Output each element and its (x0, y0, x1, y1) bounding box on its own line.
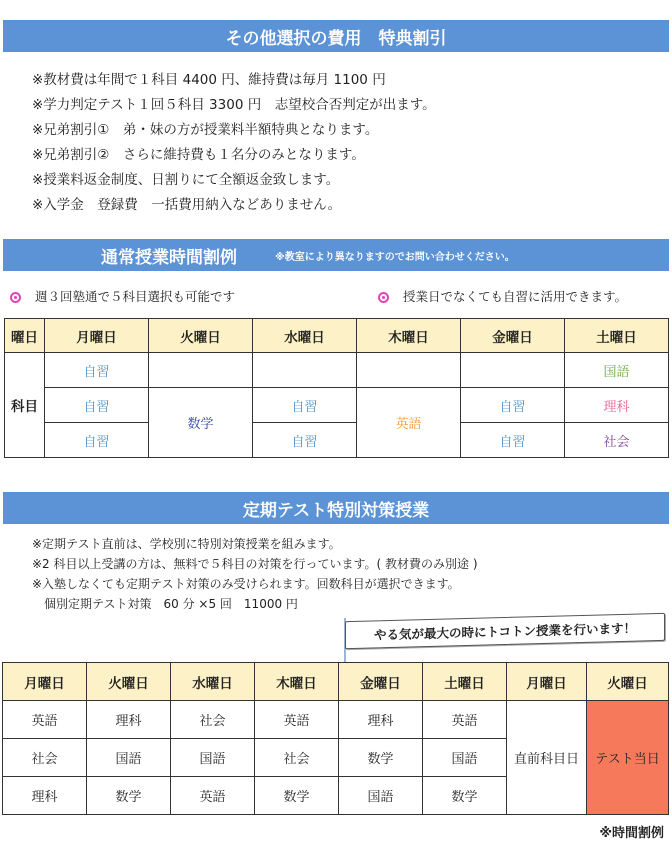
cost-note: ※兄弟割引② さらに維持費も１名分のみとなります。 (32, 147, 365, 163)
subject-cell: 社会 (565, 423, 669, 458)
section-test-prep-header (3, 492, 669, 524)
subject-cell: 国語 (565, 353, 669, 388)
day-header: 火曜日 (87, 663, 171, 701)
subject-cell: 国語 (423, 739, 507, 777)
empty-cell (357, 353, 461, 388)
subject-cell: 数学 (149, 388, 253, 458)
test-prep-note: ※入塾しなくても定期テスト対策のみ受けられます。回数科目が選択できます。 (32, 577, 460, 591)
cost-note: ※学力判定テスト１回５科目 3300 円 志望校合否判定が出ます。 (32, 97, 436, 113)
subject-cell: 自習 (45, 388, 149, 423)
pre-test-cell: 直前科目日 (507, 701, 587, 815)
test-day-cell: テスト当日 (587, 701, 669, 815)
corner-cell: 曜日 (5, 319, 45, 353)
section-timetable-header (3, 239, 669, 271)
subject-cell: 社会 (171, 701, 255, 739)
cost-notes (32, 68, 436, 218)
test-prep-notes (32, 534, 478, 614)
subject-cell: 理科 (565, 388, 669, 423)
point-left: 週３回塾通で５科目選択も可能です (10, 287, 235, 305)
day-header: 水曜日 (171, 663, 255, 701)
subject-cell: 理科 (339, 701, 423, 739)
section-cost-title: その他選択の費用 特典割引 (225, 28, 447, 49)
day-header: 火曜日 (587, 663, 669, 701)
subject-cell: 英語 (171, 777, 255, 815)
day-header: 水曜日 (253, 319, 357, 353)
day-header: 土曜日 (423, 663, 507, 701)
empty-cell (461, 353, 565, 388)
circle-bullet-icon (378, 292, 389, 303)
flag-banner (345, 613, 665, 649)
subject-cell: 国語 (87, 739, 171, 777)
subject-cell: 自習 (461, 423, 565, 458)
circle-bullet-icon (10, 292, 21, 303)
cost-note: ※教材費は年間で１科目 4400 円、維持費は毎月 1100 円 (32, 72, 386, 88)
subject-cell: 英語 (423, 701, 507, 739)
subject-cell: 理科 (87, 701, 171, 739)
test-prep-note: ※2 科目以上受講の方は、無料で５科目の対策を行っています。( 教材費のみ別途 ) (32, 557, 478, 571)
subject-cell: 理科 (3, 777, 87, 815)
day-header: 木曜日 (255, 663, 339, 701)
subject-cell: 英語 (357, 388, 461, 458)
section-test-prep-title: 定期テスト特別対策授業 (242, 500, 430, 521)
day-header: 木曜日 (357, 319, 461, 353)
empty-cell (253, 353, 357, 388)
subject-cell: 自習 (45, 353, 149, 388)
day-header: 土曜日 (565, 319, 669, 353)
subject-cell: 数学 (87, 777, 171, 815)
cost-note: ※授業料返金制度、日割りにて全額返金致します。 (32, 172, 340, 188)
subject-cell: 英語 (3, 701, 87, 739)
subject-cell: 数学 (255, 777, 339, 815)
cost-note: ※兄弟割引① 弟・妹の方が授業料半額特典となります。 (32, 122, 379, 138)
test-prep-note: ※定期テスト直前は、学校別に特別対策授業を組みます。 (32, 537, 341, 551)
section-cost-header (3, 20, 669, 52)
subject-cell: 社会 (255, 739, 339, 777)
subject-cell: 英語 (255, 701, 339, 739)
test-prep-timetable (2, 662, 669, 815)
day-header: 金曜日 (339, 663, 423, 701)
row-label: 科目 (5, 353, 45, 458)
section-timetable-title: 通常授業時間割例 (101, 247, 237, 268)
subject-cell: 自習 (461, 388, 565, 423)
test-prep-note: 個別定期テスト対策 60 分 ×5 回 11000 円 (44, 597, 298, 611)
day-header: 月曜日 (507, 663, 587, 701)
subject-cell: 国語 (339, 777, 423, 815)
regular-timetable (4, 318, 669, 458)
point-right: 授業日でなくても自習に活用できます。 (378, 287, 627, 305)
subject-cell: 数学 (423, 777, 507, 815)
subject-cell: 自習 (253, 423, 357, 458)
subject-cell: 数学 (339, 739, 423, 777)
day-header: 金曜日 (461, 319, 565, 353)
subject-cell: 社会 (3, 739, 87, 777)
section-timetable-subnote: ※教室により異なりますのでお問い合わせください。 (275, 251, 515, 263)
day-header: 月曜日 (3, 663, 87, 701)
day-header: 火曜日 (149, 319, 253, 353)
flag-text: やる気が最大の時にトコトン授業を行います！ (373, 620, 636, 643)
cost-note: ※入学金 登録費 一括費用納入などありません。 (32, 197, 342, 213)
subject-cell: 自習 (45, 423, 149, 458)
day-header: 月曜日 (45, 319, 149, 353)
timetable-footnote: ※時間割例 (599, 826, 664, 841)
empty-cell (149, 353, 253, 388)
subject-cell: 自習 (253, 388, 357, 423)
subject-cell: 国語 (171, 739, 255, 777)
